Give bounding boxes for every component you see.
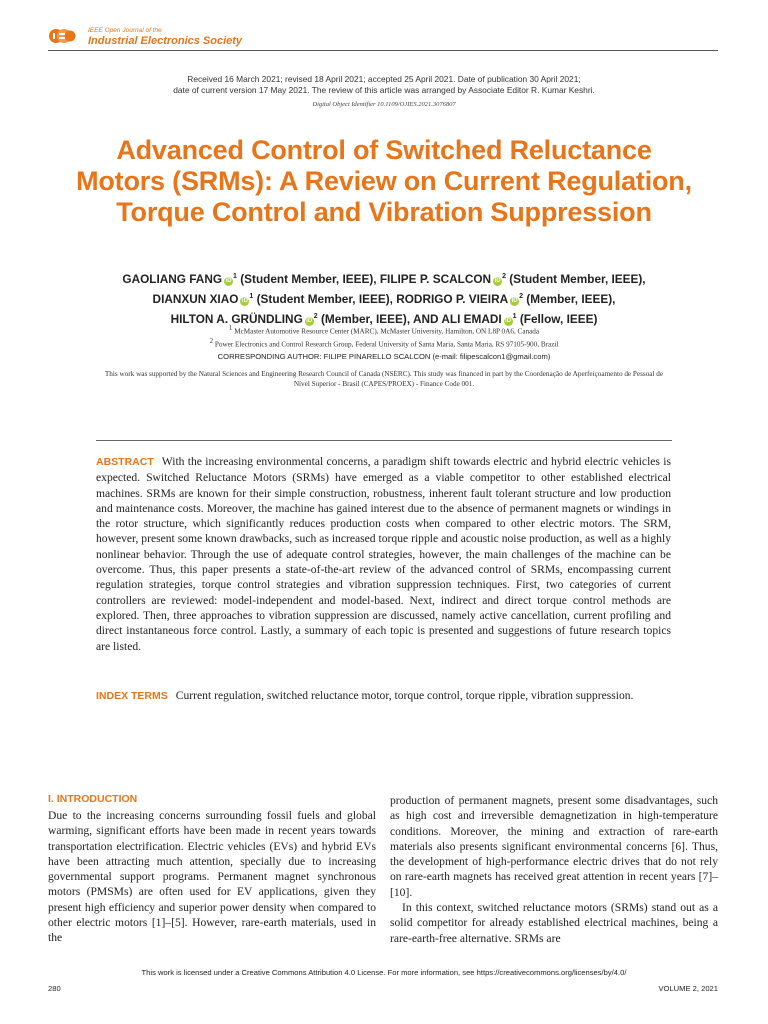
intro-left-column: Due to the increasing concerns surrounding fossil fuels and global warming, significant efforts have been made in recent years towards transportation electrification. Electric vehicles (EVs) and hybrid EVs have been attracting much attention, specially due to increasing governmental support programs. Permanent magnet synchronous motors (PMSMs) are often used for EV applications, given they present high efficiency and superior power density when compared to other electric motors [1]–[5]. However, rare-earth materials, used in the	[48, 809, 376, 945]
page-number: 280	[48, 984, 61, 993]
orcid-icon[interactable]: iD	[225, 277, 232, 284]
dates-line-1: Received 16 March 2021; revised 18 April 2021; accepted 25 April 2021. Date of publication 30 April 2021;	[187, 74, 581, 84]
author-name: HILTON A. GRÜNDLING	[170, 311, 303, 326]
ies-logo	[48, 28, 76, 44]
author-role: (Student Member, IEEE),	[236, 271, 380, 286]
author-role: (Student Member, IEEE),	[505, 271, 646, 286]
dates-block	[120, 74, 648, 96]
affiliation-text: Power Electronics and Control Research Group, Federal University of Santa Maria, Santa Maria, RS 97105-900, Brazil	[213, 340, 559, 349]
intro-paragraph: In this context, switched reluctance motors (SRMs) stand out as a solid competitor for already established electrical machines, being a rare-earth-free alternative. SRMs are	[390, 901, 718, 945]
affiliation-text: McMaster Automotive Resource Center (MARC), McMaster University, Hamilton, ON L8P 0A6, Canada	[232, 327, 540, 336]
header-divider	[48, 50, 718, 51]
abstract-text: With the increasing environmental concerns, a paradigm shift towards electric and hybrid electric vehicles is expected. Switched Reluctance Motors (SRMs) have emerged as a viable competitor to other established electrical machines. SRMs are known for their simple construction, robustness, inherent fault tolerant structure and low production and maintenance costs. Moreover, the machine has gained interest due to the absence of permanent magnets or windings in the rotor structure, which significantly reduces production costs when compared to other electric motors. The SRM, however, present some known drawbacks, such as increased torque ripple and acoustic noise production, as well as a highly nonlinear behavior. Through the use of adequate control strategies, however, the main challenges of the machine can be overcome. Thus, this paper presents a state-of-the-art review of the advanced control of SRMs, encompassing current regulation strategies, torque control strategies and vibration suppression techniques. First, two categories of current controllers are reviewed: model-independent and model-based. Next, indirect and direct torque control methods are explored. Then, three approaches to vibration suppression are discussed, namely active cancellation, current profiling and direct instantaneous force control. Lastly, a summary of each topic is presented and suggestions of future research topics are listed.	[96, 455, 671, 653]
author-name: DIANXUN XIAO	[152, 291, 239, 306]
orcid-icon[interactable]: iD	[306, 317, 313, 324]
author-affil-sup: 1	[249, 292, 254, 300]
doi: Digital Object Identifier 10.1109/OJIES.2021.3076807	[312, 101, 456, 108]
affiliation-sup: 1	[228, 324, 233, 332]
affiliation-sup: 2	[209, 336, 214, 345]
intro-right-column	[390, 793, 718, 946]
license-note: This work is licensed under a Creative Commons Attribution 4.0 License. For more information, see https://creativecommons.org/licenses/by/4.0/	[141, 968, 627, 977]
paper-title: Advanced Control of Switched Reluctance Motors (SRMs): A Review on Current Regulation, Torque Control and Vibration Suppression	[76, 135, 692, 227]
abstract-label: ABSTRACT	[96, 456, 154, 468]
index-terms-text: Current regulation, switched reluctance motor, torque control, torque ripple, vibration suppression.	[175, 689, 634, 702]
author-role: (Student Member, IEEE),	[253, 291, 397, 306]
author-affil-sup: 2	[502, 273, 506, 280]
affiliations	[100, 324, 668, 350]
author-name: RODRIGO P. VIEIRA	[396, 291, 509, 306]
author-role: (Fellow, IEEE)	[516, 311, 598, 326]
volume-label: VOLUME 2, 2021	[658, 984, 718, 993]
orcid-icon[interactable]: iD	[494, 277, 501, 284]
journal-prefix: IEEE Open Journal of the	[88, 27, 162, 34]
author-affil-sup: 2	[519, 292, 524, 300]
author-name: FILIPE P. SCALCON	[379, 271, 492, 286]
author-affil-sup: 1	[233, 273, 237, 280]
orcid-icon[interactable]: iD	[505, 317, 512, 324]
index-terms-label: INDEX TERMS	[96, 690, 168, 702]
author-name: ALI EMADI	[441, 311, 502, 326]
abstract	[96, 454, 671, 654]
corresponding-author: CORRESPONDING AUTHOR: FILIPE PINARELLO SCALCON (e-mail: filipescalcon1@gmail.com)	[217, 352, 551, 361]
journal-name: Industrial Electronics Society	[88, 35, 243, 47]
dates-line-2: date of current version 17 May 2021. The review of this article was arranged by Associate Editor R. Kumar Keshri.	[173, 85, 595, 95]
index-terms	[96, 688, 671, 704]
author-role: (Member, IEEE), AND	[317, 311, 442, 326]
orcid-icon[interactable]: iD	[511, 297, 518, 304]
author-role: (Member, IEEE),	[523, 291, 616, 306]
intro-paragraph: production of permanent magnets, present some disadvantages, such as high cost and irreversible demagnetization in high-temperature conditions. Moreover, the mining and extraction of rare-earth materials also presents significant environmental concerns [6]. Thus, the development of high-performance electric drives that do not rely on rare-earth magnets has received great attention in recent years [7]–[10].	[390, 794, 718, 899]
author-affil-sup: 1	[512, 312, 517, 320]
author-name: GAOLIANG FANG	[122, 271, 223, 286]
affiliation-2	[100, 337, 668, 350]
abstract-divider	[96, 440, 672, 441]
section-heading: I. INTRODUCTION	[48, 793, 138, 805]
orcid-icon[interactable]: iD	[241, 297, 248, 304]
author-affil-sup: 2	[313, 312, 318, 320]
funding-note: This work was supported by the Natural Sciences and Engineering Research Council of Canada (NSERC). This study was financed in part by the Coordenação de Aperfeiçoamento de Pessoal de Nível Superior - Brasil (CAPES/PROEX) - Finance Code 001.	[104, 370, 664, 388]
author-list	[60, 268, 708, 328]
affiliation-1	[100, 324, 668, 337]
